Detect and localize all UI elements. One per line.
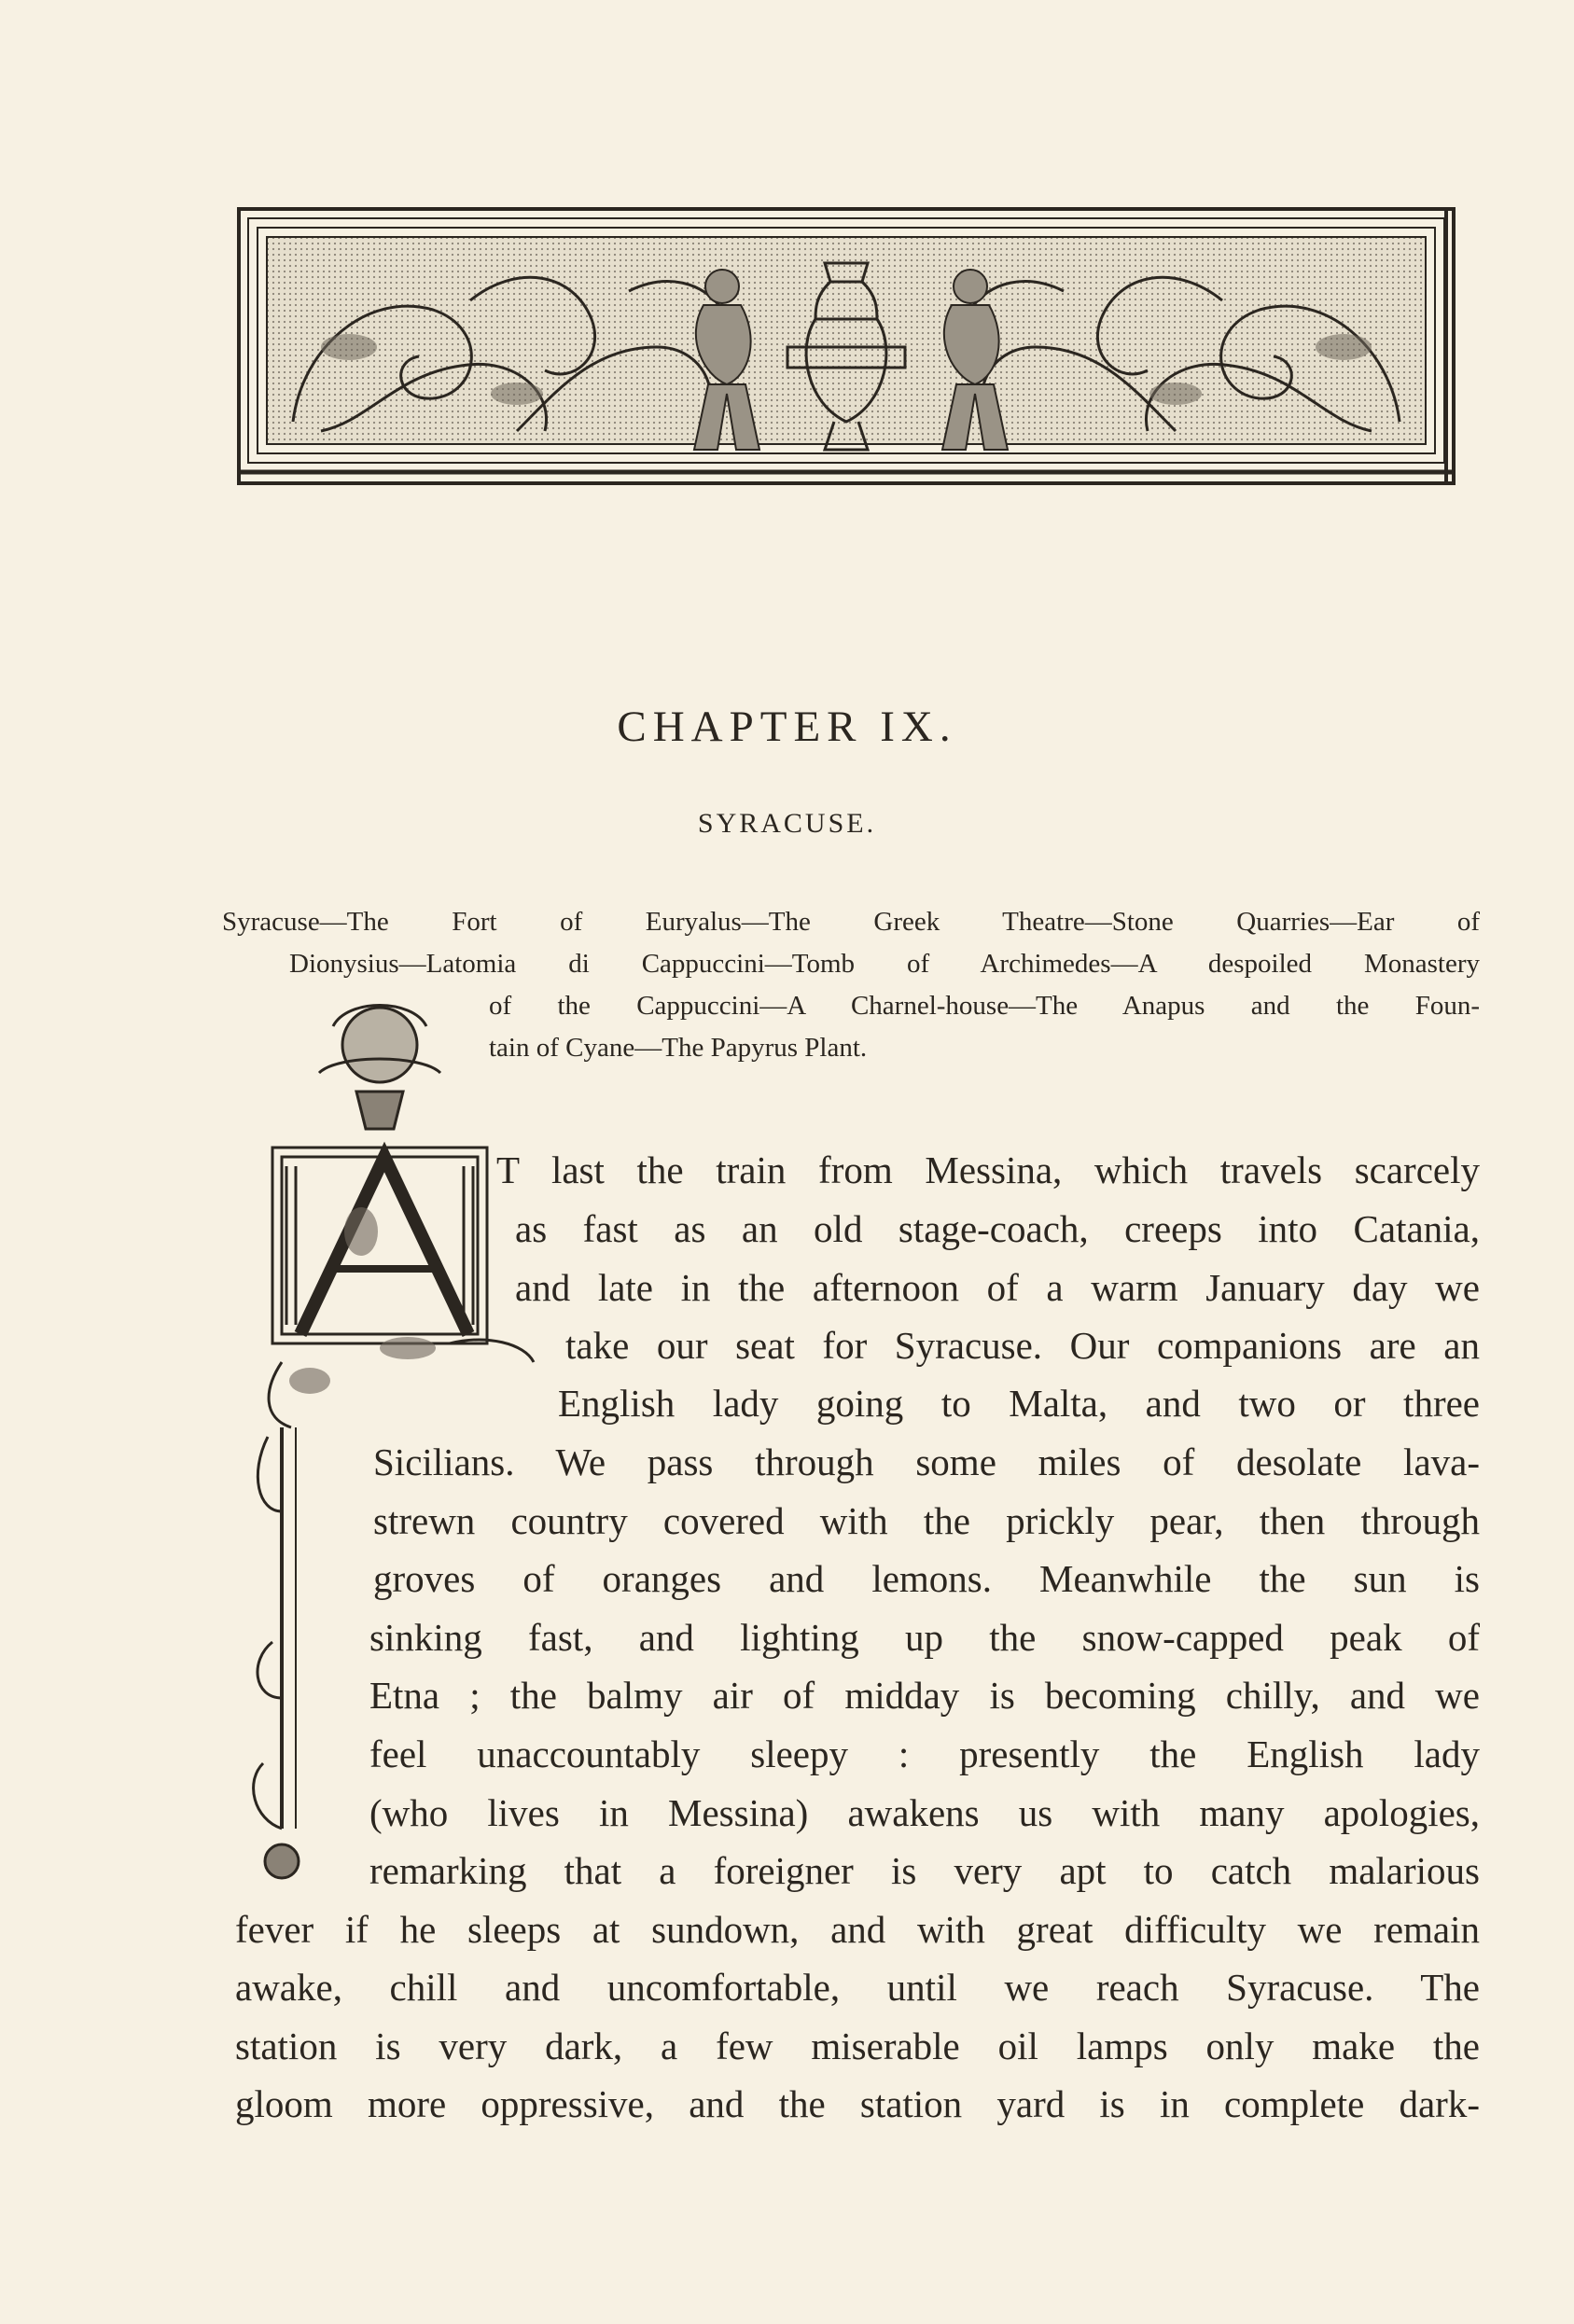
- chapter-title: CHAPTER IX.: [617, 703, 957, 751]
- body-line: awake, chill and uncomfortable, until we reach Syracuse. The: [235, 1966, 1480, 2009]
- headpiece-engraving: [237, 207, 1456, 485]
- chapter-summary-line: of the Cappuccini—A Charnel-house—The Anapus and the Foun-: [489, 991, 1480, 1021]
- body-line: Sicilians. We pass through some miles of desolate lava-: [373, 1440, 1480, 1483]
- body-line: take our seat for Syracuse. Our companions are an: [565, 1324, 1480, 1367]
- chapter-summary-line: Dionysius—Latomia di Cappuccini—Tomb of Archimedes—A despoiled Monastery: [289, 949, 1480, 979]
- body-line: fever if he sleeps at sundown, and with great difficulty we remain: [235, 1908, 1480, 1951]
- body-line: English lady going to Malta, and two or three: [558, 1382, 1480, 1425]
- body-line: Etna ; the balmy air of midday is becoming chilly, and we: [369, 1674, 1480, 1717]
- body-line: station is very dark, a few miserable oil lamps only make the: [235, 2025, 1480, 2067]
- body-line: groves of oranges and lemons. Meanwhile the sun is: [373, 1557, 1480, 1600]
- ornamental-headpiece: [237, 207, 1456, 485]
- body-line: feel unaccountably sleepy : presently the English lady: [369, 1733, 1480, 1775]
- chapter-subtitle: SYRACUSE.: [697, 808, 877, 839]
- body-line: and late in the afternoon of a warm January day we: [515, 1266, 1480, 1309]
- chapter-summary-line: Syracuse—The Fort of Euryalus—The Greek Theatre—Stone Quarries—Ear of: [222, 907, 1480, 937]
- body-line: (who lives in Messina) awakens us with many apologies,: [369, 1791, 1480, 1834]
- body-line: sinking fast, and lighting up the snow-capped peak of: [369, 1616, 1480, 1659]
- body-line: gloom more oppressive, and the station yard is in complete dark-: [235, 2082, 1480, 2125]
- body-line: remarking that a foreigner is very apt to catch malarious: [369, 1849, 1480, 1892]
- chapter-summary-line: tain of Cyane—The Papyrus Plant.: [489, 1033, 868, 1063]
- body-line: as fast as an old stage-coach, creeps into Catania,: [515, 1207, 1480, 1250]
- body-line: strewn country covered with the prickly pear, then through: [373, 1499, 1480, 1542]
- body-line: T last the train from Messina, which travels scarcely: [496, 1148, 1480, 1191]
